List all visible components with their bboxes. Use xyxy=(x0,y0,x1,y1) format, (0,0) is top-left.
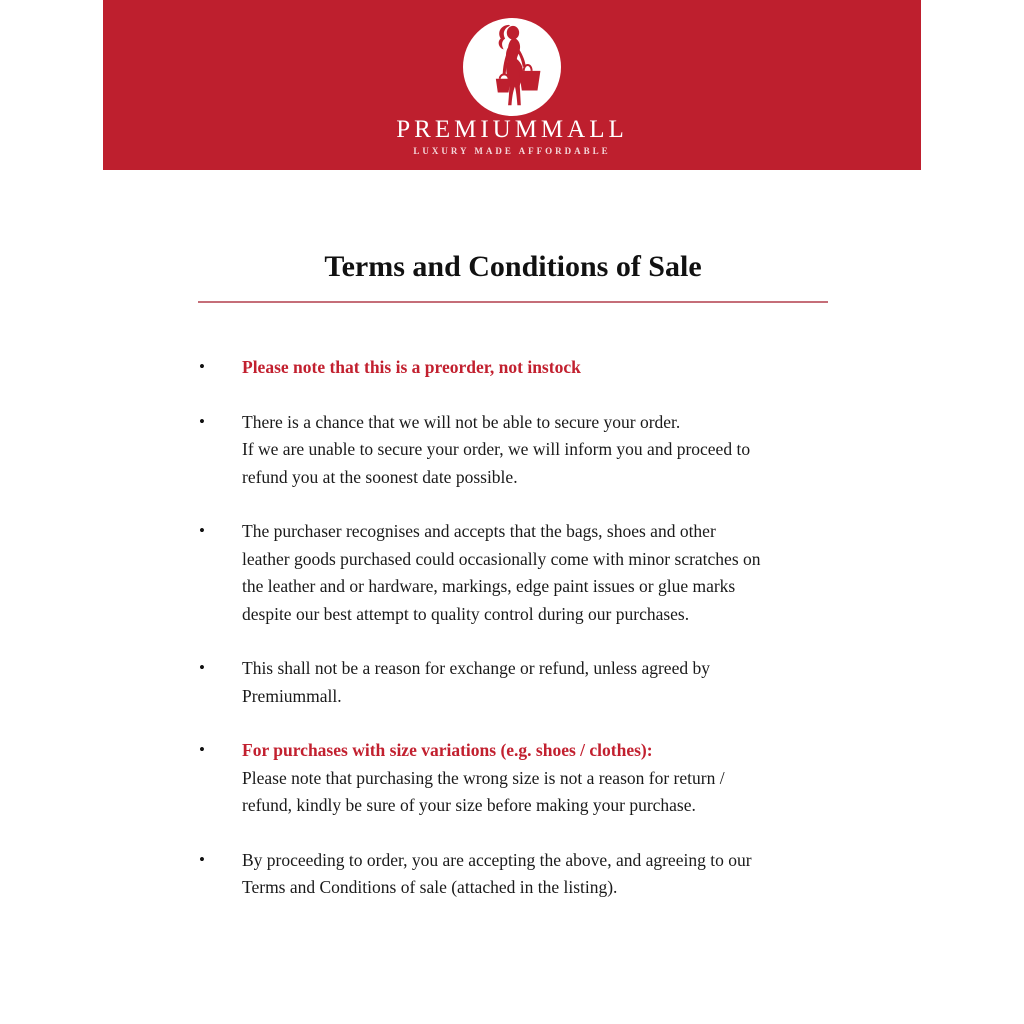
woman-with-shopping-bags-icon xyxy=(463,18,561,116)
title-divider xyxy=(198,301,828,303)
term-item xyxy=(198,518,828,628)
term-item xyxy=(198,655,828,710)
term-line: Please note that this is a preorder, not instock xyxy=(242,357,581,377)
term-line: Terms and Conditions of sale (attached in the listing). xyxy=(242,877,618,897)
term-line: For purchases with size variations (e.g. shoes / clothes): xyxy=(242,740,653,760)
term-line: Please note that purchasing the wrong size is not a reason for return / xyxy=(242,767,725,788)
term-item xyxy=(198,847,828,902)
term-line: Premiummall. xyxy=(242,685,342,706)
bullet-icon: • xyxy=(199,849,205,869)
term-line: This shall not be a reason for exchange or refund, unless agreed by xyxy=(242,658,710,678)
term-item xyxy=(198,737,828,820)
term-line: The purchaser recognises and accepts that the bags, shoes and other xyxy=(242,521,716,541)
term-line: leather goods purchased could occasionally come with minor scratches on xyxy=(242,548,761,569)
term-line: refund you at the soonest date possible. xyxy=(242,466,518,487)
term-line: the leather and or hardware, markings, edge paint issues or glue marks xyxy=(242,576,736,596)
terms-list xyxy=(198,354,828,902)
term-line: refund, kindly be sure of your size before making your purchase. xyxy=(242,795,696,815)
term-line: There is a chance that we will not be able to secure your order. xyxy=(242,411,681,432)
term-line: By proceeding to order, you are accepting the above, and agreeing to our xyxy=(242,849,752,870)
bullet-icon: • xyxy=(199,658,205,677)
bullet-icon: • xyxy=(199,740,205,759)
bullet-icon: • xyxy=(199,521,205,540)
term-line: If we are unable to secure your order, we will inform you and proceed to xyxy=(242,439,751,459)
brand-logo xyxy=(463,18,561,116)
page-title: Terms and Conditions of Sale xyxy=(324,250,702,283)
bullet-icon: • xyxy=(199,411,205,431)
bullet-icon: • xyxy=(199,357,205,376)
brand-banner xyxy=(103,0,921,170)
terms-document xyxy=(198,250,828,929)
term-item xyxy=(198,409,828,492)
brand-name: PREMIUMMALL xyxy=(396,116,628,143)
brand-tagline: LUXURY MADE AFFORDABLE xyxy=(413,146,611,156)
term-line: despite our best attempt to quality control during our purchases. xyxy=(242,603,690,624)
term-item xyxy=(198,354,828,382)
